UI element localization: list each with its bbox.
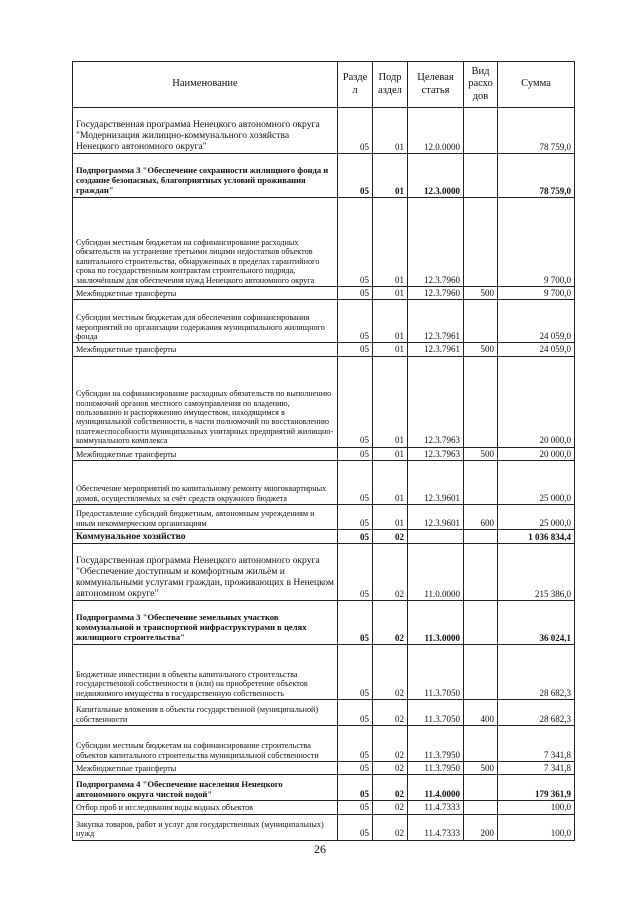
- cell-expense-type: [464, 775, 498, 801]
- cell-subsection: 02: [373, 775, 408, 801]
- cell-section: 05: [338, 700, 373, 726]
- cell-name: Подпрограмма 3 "Обеспечение сохранности жилищного фонда и создание безопасных, благоприятных условий проживания граждан": [73, 154, 338, 198]
- table-row: [73, 154, 575, 198]
- cell-section: 05: [338, 544, 373, 601]
- cell-sum: 100,0: [498, 814, 575, 840]
- header-sum: Сумма: [498, 62, 575, 108]
- cell-expense-type: [464, 726, 498, 762]
- table-row: [73, 814, 575, 840]
- cell-name: Государственная программа Ненецкого автономного округа "Модернизация жилищно-коммунального хозяйства Ненецкого автономного округа": [73, 108, 338, 154]
- cell-section: 05: [338, 601, 373, 645]
- cell-name: Межбюджетные трансферты: [73, 447, 338, 460]
- cell-target: 11.4.7333: [408, 814, 464, 840]
- cell-section: 05: [338, 762, 373, 775]
- table-row: [73, 700, 575, 726]
- table-row: [73, 343, 575, 356]
- cell-section: 05: [338, 775, 373, 801]
- cell-section: 05: [338, 356, 373, 447]
- cell-sum: 24 059,0: [498, 300, 575, 343]
- cell-expense-type: [464, 154, 498, 198]
- table-row: [73, 198, 575, 287]
- cell-expense-type: [464, 461, 498, 505]
- cell-expense-type: [464, 356, 498, 447]
- table-header-row: [73, 62, 575, 108]
- cell-sum: 78 759,0: [498, 108, 575, 154]
- table-row: [73, 544, 575, 601]
- table-row: [73, 530, 575, 544]
- cell-expense-type: [464, 300, 498, 343]
- cell-name: Подпрограмма 4 "Обеспечение населения Ненецкого автономного округа чистой водой": [73, 775, 338, 801]
- table-row: [73, 775, 575, 801]
- cell-subsection: 01: [373, 356, 408, 447]
- cell-sum: 215 386,0: [498, 544, 575, 601]
- cell-target: 12.3.9601: [408, 461, 464, 505]
- cell-target: 12.3.7960: [408, 287, 464, 300]
- cell-expense-type: 600: [464, 505, 498, 530]
- cell-expense-type: [464, 801, 498, 814]
- cell-section: 05: [338, 645, 373, 700]
- cell-target: [408, 530, 464, 544]
- table-row: [73, 108, 575, 154]
- cell-name: Закупка товаров, работ и услуг для государственных (муниципальных) нужд: [73, 814, 338, 840]
- cell-name: Межбюджетные трансферты: [73, 287, 338, 300]
- table-row: [73, 461, 575, 505]
- cell-target: 11.3.0000: [408, 601, 464, 645]
- cell-target: 12.3.0000: [408, 154, 464, 198]
- cell-section: 05: [338, 300, 373, 343]
- cell-subsection: 02: [373, 645, 408, 700]
- cell-section: 05: [338, 108, 373, 154]
- cell-name: Предоставление субсидий бюджетным, автономным учреждениям и иным некоммерческим организациям: [73, 505, 338, 530]
- cell-subsection: 02: [373, 726, 408, 762]
- cell-section: 05: [338, 154, 373, 198]
- cell-name: Субсидии местным бюджетам для обеспечения софинансирования мероприятий по организации содержания муниципального жилищного фонда: [73, 300, 338, 343]
- cell-sum: 20 000,0: [498, 356, 575, 447]
- cell-name: Обеспечение мероприятий по капитальному ремонту многоквартирных домов, осуществляемых за счёт средств окружного бюджета: [73, 461, 338, 505]
- cell-subsection: 02: [373, 530, 408, 544]
- cell-target: 11.4.7333: [408, 801, 464, 814]
- cell-target: 11.3.7050: [408, 700, 464, 726]
- cell-expense-type: 500: [464, 447, 498, 460]
- cell-name: Субсидии на софинансирование расходных обязательств по выполнению полномочий органов местного самоуправления по владению, пользованию и распоряжению имуществом, находящимся в муниципальной собственности, в части полномочий по восстановлению платежеспособности муниципальных унитарных предприятий жилищно-коммунального комплекса: [73, 356, 338, 447]
- cell-subsection: 02: [373, 544, 408, 601]
- cell-target: 12.3.7963: [408, 356, 464, 447]
- cell-name: Бюджетные инвестиции в объекты капитального строительства государственной собственности в (или) на приобретение объектов недвижимого имущества в государственную собственность: [73, 645, 338, 700]
- cell-name: Субсидии местным бюджетам на софинансирование расходных обязательств на устранение третьими лицами недостатков объектов капитального строительства, обнаруженных в пределах гарантийного срока по государственным контрактам строительного подряда, заключённым для обеспечения нужд Ненецкого автономного округа: [73, 198, 338, 287]
- table-row: [73, 447, 575, 460]
- cell-section: 05: [338, 814, 373, 840]
- cell-section: 05: [338, 461, 373, 505]
- cell-subsection: 01: [373, 447, 408, 460]
- cell-sum: 28 682,3: [498, 700, 575, 726]
- page-number: 26: [314, 842, 326, 856]
- cell-subsection: 02: [373, 762, 408, 775]
- cell-name: Отбор проб и исследования воды водных объектов: [73, 801, 338, 814]
- cell-expense-type: [464, 601, 498, 645]
- cell-name: Капитальные вложения в объекты государственной (муниципальной) собственности: [73, 700, 338, 726]
- cell-target: 11.3.7950: [408, 762, 464, 775]
- header-section: Разде л: [338, 62, 373, 108]
- cell-sum: 7 341,8: [498, 726, 575, 762]
- header-expense-type: Вид расхо дов: [464, 62, 498, 108]
- cell-expense-type: 500: [464, 762, 498, 775]
- cell-section: 05: [338, 447, 373, 460]
- cell-target: 12.3.7960: [408, 198, 464, 287]
- cell-subsection: 01: [373, 461, 408, 505]
- table-row: [73, 601, 575, 645]
- cell-target: 11.3.7950: [408, 726, 464, 762]
- cell-sum: 25 000,0: [498, 461, 575, 505]
- cell-name: Коммунальное хозяйство: [73, 530, 338, 544]
- cell-sum: 20 000,0: [498, 447, 575, 460]
- cell-sum: 28 682,3: [498, 645, 575, 700]
- cell-name: Подпрограмма 3 "Обеспечение земельных участков коммунальной и транспортной инфраструктурами в целях жилищного строительства": [73, 601, 338, 645]
- header-subsection: Подр аздел: [373, 62, 408, 108]
- cell-expense-type: 400: [464, 700, 498, 726]
- cell-section: 05: [338, 801, 373, 814]
- cell-subsection: 02: [373, 814, 408, 840]
- cell-target: 12.3.7961: [408, 300, 464, 343]
- cell-expense-type: [464, 108, 498, 154]
- cell-subsection: 01: [373, 108, 408, 154]
- table-row: [73, 356, 575, 447]
- cell-subsection: 02: [373, 700, 408, 726]
- cell-subsection: 01: [373, 300, 408, 343]
- table-row: [73, 645, 575, 700]
- cell-expense-type: 500: [464, 343, 498, 356]
- cell-expense-type: [464, 198, 498, 287]
- cell-section: 05: [338, 726, 373, 762]
- table-row: [73, 762, 575, 775]
- cell-sum: 25 000,0: [498, 505, 575, 530]
- cell-section: 05: [338, 198, 373, 287]
- cell-subsection: 02: [373, 601, 408, 645]
- cell-target: 11.4.0000: [408, 775, 464, 801]
- cell-name: Субсидии местным бюджетам на софинансирование строительства объектов капитального строительства муниципальной собственности: [73, 726, 338, 762]
- cell-name: Межбюджетные трансферты: [73, 762, 338, 775]
- cell-subsection: 01: [373, 287, 408, 300]
- cell-sum: 78 759,0: [498, 154, 575, 198]
- cell-target: 12.3.9601: [408, 505, 464, 530]
- cell-subsection: 01: [373, 343, 408, 356]
- cell-sum: 9 700,0: [498, 287, 575, 300]
- cell-name: Государственная программа Ненецкого автономного округа "Обеспечение доступным и комфортным жильём и коммунальными услугами граждан, проживающих в Ненецком автономном округе": [73, 544, 338, 601]
- table-row: [73, 505, 575, 530]
- cell-sum: 100,0: [498, 801, 575, 814]
- cell-section: 05: [338, 505, 373, 530]
- cell-section: 05: [338, 343, 373, 356]
- cell-target: 11.3.7050: [408, 645, 464, 700]
- cell-expense-type: 500: [464, 287, 498, 300]
- cell-section: 05: [338, 530, 373, 544]
- cell-sum: 36 024,1: [498, 601, 575, 645]
- table-row: [73, 801, 575, 814]
- cell-subsection: 01: [373, 154, 408, 198]
- table-row: [73, 726, 575, 762]
- cell-sum: 7 341,8: [498, 762, 575, 775]
- cell-target: 12.0.0000: [408, 108, 464, 154]
- header-target: Целевая статья: [408, 62, 464, 108]
- cell-target: 12.3.7961: [408, 343, 464, 356]
- header-name: Наименование: [73, 62, 338, 108]
- cell-expense-type: [464, 544, 498, 601]
- table-body: [73, 108, 575, 841]
- cell-subsection: 01: [373, 505, 408, 530]
- table-row: [73, 300, 575, 343]
- cell-sum: 1 036 834,4: [498, 530, 575, 544]
- cell-sum: 24 059,0: [498, 343, 575, 356]
- cell-subsection: 02: [373, 801, 408, 814]
- cell-sum: 179 361,9: [498, 775, 575, 801]
- cell-name: Межбюджетные трансферты: [73, 343, 338, 356]
- cell-expense-type: 200: [464, 814, 498, 840]
- cell-section: 05: [338, 287, 373, 300]
- cell-target: 11.0.0000: [408, 544, 464, 601]
- cell-subsection: 01: [373, 198, 408, 287]
- budget-table: [72, 61, 575, 841]
- table-row: [73, 287, 575, 300]
- cell-target: 12.3.7963: [408, 447, 464, 460]
- cell-expense-type: [464, 645, 498, 700]
- cell-sum: 9 700,0: [498, 198, 575, 287]
- cell-expense-type: [464, 530, 498, 544]
